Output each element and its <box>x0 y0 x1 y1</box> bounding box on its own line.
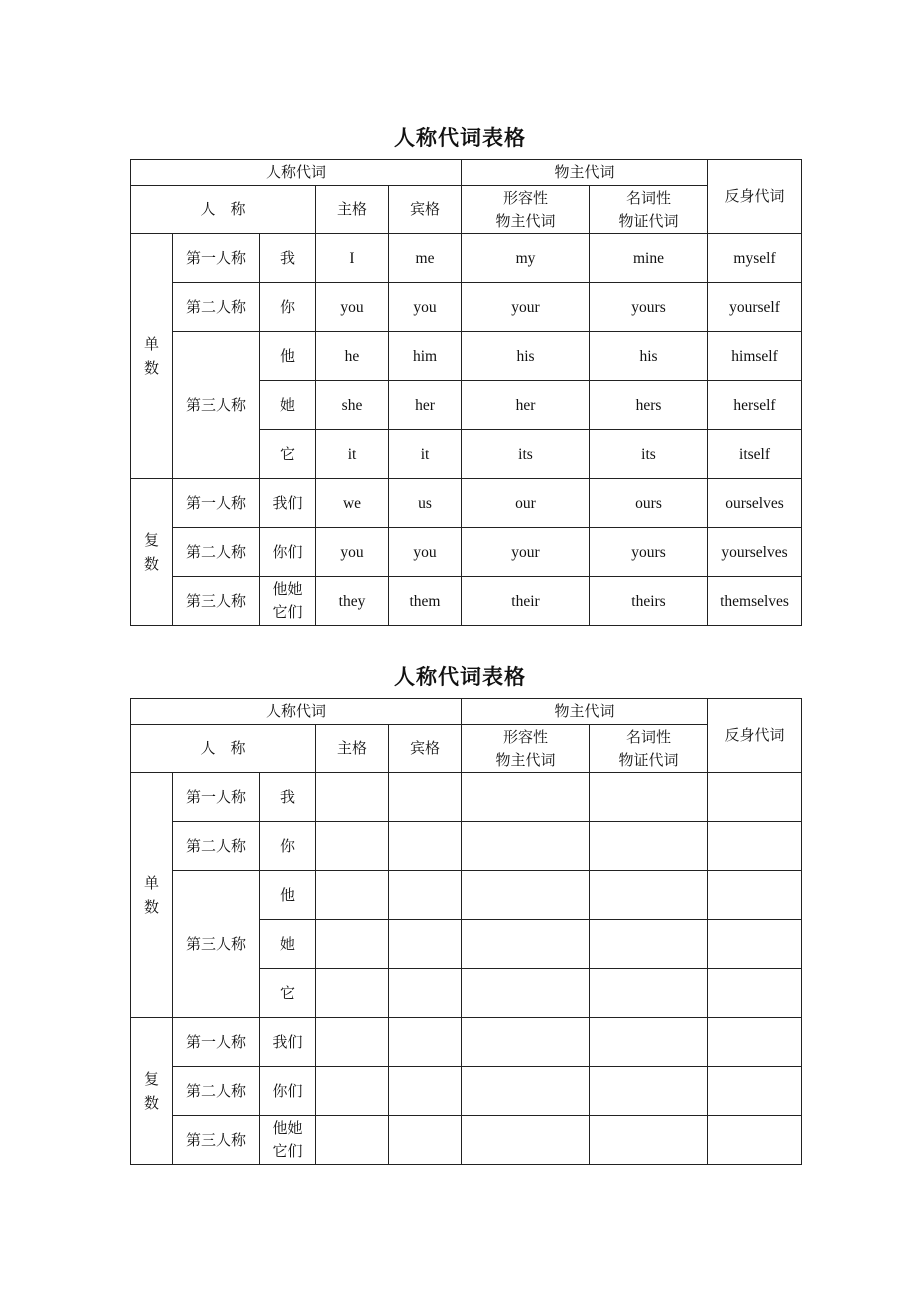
table-row <box>131 283 802 332</box>
table-row <box>131 871 802 920</box>
subject-cell: they <box>316 577 389 626</box>
noun-possessive-blank-cell[interactable] <box>590 969 708 1018</box>
reflexive-blank-cell[interactable] <box>708 969 802 1018</box>
noun-possessive-cell: hers <box>590 381 708 430</box>
reflexive-blank-cell[interactable] <box>708 1116 802 1165</box>
reflexive-blank-cell[interactable] <box>708 1067 802 1116</box>
object-cell: us <box>389 479 462 528</box>
object-cell: them <box>389 577 462 626</box>
adj-possessive-cell: its <box>462 430 590 479</box>
header-possessive-pronoun: 物主代词 <box>462 160 708 186</box>
object-blank-cell[interactable] <box>389 1018 462 1067</box>
reflexive-cell: ourselves <box>708 479 802 528</box>
pronoun-cell: 我 <box>260 773 316 822</box>
object-blank-cell[interactable] <box>389 1067 462 1116</box>
noun-possessive-cell: mine <box>590 234 708 283</box>
noun-possessive-cell: his <box>590 332 708 381</box>
person-label: 第三人称 <box>173 1116 260 1165</box>
header-object-case: 宾格 <box>389 186 462 234</box>
table-row <box>131 577 802 626</box>
object-blank-cell[interactable] <box>389 1116 462 1165</box>
header-nominal-possessive: 名词性 物证代词 <box>590 186 708 234</box>
pronoun-cell: 她 <box>260 381 316 430</box>
adj-possessive-blank-cell[interactable] <box>462 920 590 969</box>
person-label: 第二人称 <box>173 283 260 332</box>
adj-possessive-blank-cell[interactable] <box>462 871 590 920</box>
table-row <box>131 1067 802 1116</box>
subject-blank-cell[interactable] <box>316 969 389 1018</box>
person-label: 第一人称 <box>173 773 260 822</box>
subject-cell: she <box>316 381 389 430</box>
object-cell: it <box>389 430 462 479</box>
object-cell: her <box>389 381 462 430</box>
person-label: 第二人称 <box>173 822 260 871</box>
reflexive-cell: yourself <box>708 283 802 332</box>
header-personal-pronoun: 人称代词 <box>131 699 462 725</box>
noun-possessive-blank-cell[interactable] <box>590 773 708 822</box>
object-cell: him <box>389 332 462 381</box>
noun-possessive-blank-cell[interactable] <box>590 920 708 969</box>
reflexive-blank-cell[interactable] <box>708 871 802 920</box>
object-blank-cell[interactable] <box>389 773 462 822</box>
adj-possessive-cell: his <box>462 332 590 381</box>
object-blank-cell[interactable] <box>389 969 462 1018</box>
subject-cell: you <box>316 528 389 577</box>
pronoun-cell: 他她 它们 <box>260 1116 316 1165</box>
object-cell: you <box>389 283 462 332</box>
subject-blank-cell[interactable] <box>316 1067 389 1116</box>
reflexive-cell: herself <box>708 381 802 430</box>
reflexive-cell: themselves <box>708 577 802 626</box>
person-label: 第二人称 <box>173 1067 260 1116</box>
object-blank-cell[interactable] <box>389 920 462 969</box>
pronoun-cell: 他她 它们 <box>260 577 316 626</box>
adj-possessive-blank-cell[interactable] <box>462 773 590 822</box>
noun-possessive-blank-cell[interactable] <box>590 1067 708 1116</box>
group-plural: 复 数 <box>131 1018 173 1165</box>
pronoun-cell: 他 <box>260 332 316 381</box>
person-label: 第一人称 <box>173 234 260 283</box>
subject-blank-cell[interactable] <box>316 871 389 920</box>
person-label: 第三人称 <box>173 332 260 479</box>
subject-blank-cell[interactable] <box>316 773 389 822</box>
noun-possessive-cell: its <box>590 430 708 479</box>
group-singular: 单 数 <box>131 234 173 479</box>
reflexive-blank-cell[interactable] <box>708 1018 802 1067</box>
object-cell: me <box>389 234 462 283</box>
adj-possessive-blank-cell[interactable] <box>462 1018 590 1067</box>
page-title: 人称代词表格 <box>394 126 526 150</box>
header-possessive-pronoun: 物主代词 <box>462 699 708 725</box>
pronoun-cell: 你们 <box>260 528 316 577</box>
object-blank-cell[interactable] <box>389 822 462 871</box>
header-subject-case: 主格 <box>316 725 389 773</box>
reflexive-cell: himself <box>708 332 802 381</box>
object-blank-cell[interactable] <box>389 871 462 920</box>
group-plural: 复 数 <box>131 479 173 626</box>
subject-blank-cell[interactable] <box>316 920 389 969</box>
subject-blank-cell[interactable] <box>316 1116 389 1165</box>
pronoun-cell: 它 <box>260 430 316 479</box>
page-title: 人称代词表格 <box>394 665 526 689</box>
noun-possessive-cell: yours <box>590 283 708 332</box>
pronoun-cell: 她 <box>260 920 316 969</box>
noun-possessive-cell: ours <box>590 479 708 528</box>
reflexive-blank-cell[interactable] <box>708 773 802 822</box>
pronoun-table-filled <box>130 159 802 626</box>
noun-possessive-blank-cell[interactable] <box>590 1116 708 1165</box>
header-object-case: 宾格 <box>389 725 462 773</box>
subject-cell: he <box>316 332 389 381</box>
pronoun-cell: 我们 <box>260 1018 316 1067</box>
noun-possessive-cell: yours <box>590 528 708 577</box>
pronoun-cell: 你 <box>260 822 316 871</box>
person-label: 第三人称 <box>173 577 260 626</box>
adj-possessive-blank-cell[interactable] <box>462 1067 590 1116</box>
reflexive-blank-cell[interactable] <box>708 822 802 871</box>
adj-possessive-cell: their <box>462 577 590 626</box>
noun-possessive-blank-cell[interactable] <box>590 1018 708 1067</box>
person-label: 第一人称 <box>173 1018 260 1067</box>
person-label: 第二人称 <box>173 528 260 577</box>
adj-possessive-blank-cell[interactable] <box>462 822 590 871</box>
table-row <box>131 528 802 577</box>
subject-cell: you <box>316 283 389 332</box>
pronoun-cell: 我们 <box>260 479 316 528</box>
group-singular: 单 数 <box>131 773 173 1018</box>
reflexive-cell: itself <box>708 430 802 479</box>
noun-possessive-blank-cell[interactable] <box>590 871 708 920</box>
adj-possessive-blank-cell[interactable] <box>462 969 590 1018</box>
object-cell: you <box>389 528 462 577</box>
table-row <box>131 773 802 822</box>
pronoun-cell: 它 <box>260 969 316 1018</box>
pronoun-cell: 他 <box>260 871 316 920</box>
subject-cell: it <box>316 430 389 479</box>
adj-possessive-cell: your <box>462 283 590 332</box>
table-row <box>131 822 802 871</box>
adj-possessive-cell: my <box>462 234 590 283</box>
adj-possessive-cell: our <box>462 479 590 528</box>
header-personal-pronoun: 人称代词 <box>131 160 462 186</box>
person-label: 第三人称 <box>173 871 260 1018</box>
subject-cell: we <box>316 479 389 528</box>
subject-blank-cell[interactable] <box>316 1018 389 1067</box>
table-row <box>131 1116 802 1165</box>
header-subject-case: 主格 <box>316 186 389 234</box>
adj-possessive-cell: her <box>462 381 590 430</box>
adj-possessive-blank-cell[interactable] <box>462 1116 590 1165</box>
header-reflexive-pronoun: 反身代词 <box>708 699 802 773</box>
pronoun-cell: 你们 <box>260 1067 316 1116</box>
adj-possessive-cell: your <box>462 528 590 577</box>
subject-cell: I <box>316 234 389 283</box>
table-row <box>131 479 802 528</box>
noun-possessive-blank-cell[interactable] <box>590 822 708 871</box>
header-adjectival-possessive: 形容性 物主代词 <box>462 186 590 234</box>
reflexive-cell: myself <box>708 234 802 283</box>
pronoun-table-blank <box>130 698 802 1165</box>
header-person: 人 称 <box>131 186 316 234</box>
header-nominal-possessive: 名词性 物证代词 <box>590 725 708 773</box>
noun-possessive-cell: theirs <box>590 577 708 626</box>
header-person: 人 称 <box>131 725 316 773</box>
pronoun-cell: 我 <box>260 234 316 283</box>
header-adjectival-possessive: 形容性 物主代词 <box>462 725 590 773</box>
table-row <box>131 1018 802 1067</box>
reflexive-blank-cell[interactable] <box>708 920 802 969</box>
table-row <box>131 332 802 381</box>
reflexive-cell: yourselves <box>708 528 802 577</box>
subject-blank-cell[interactable] <box>316 822 389 871</box>
person-label: 第一人称 <box>173 479 260 528</box>
header-reflexive-pronoun: 反身代词 <box>708 160 802 234</box>
table-row <box>131 234 802 283</box>
pronoun-cell: 你 <box>260 283 316 332</box>
